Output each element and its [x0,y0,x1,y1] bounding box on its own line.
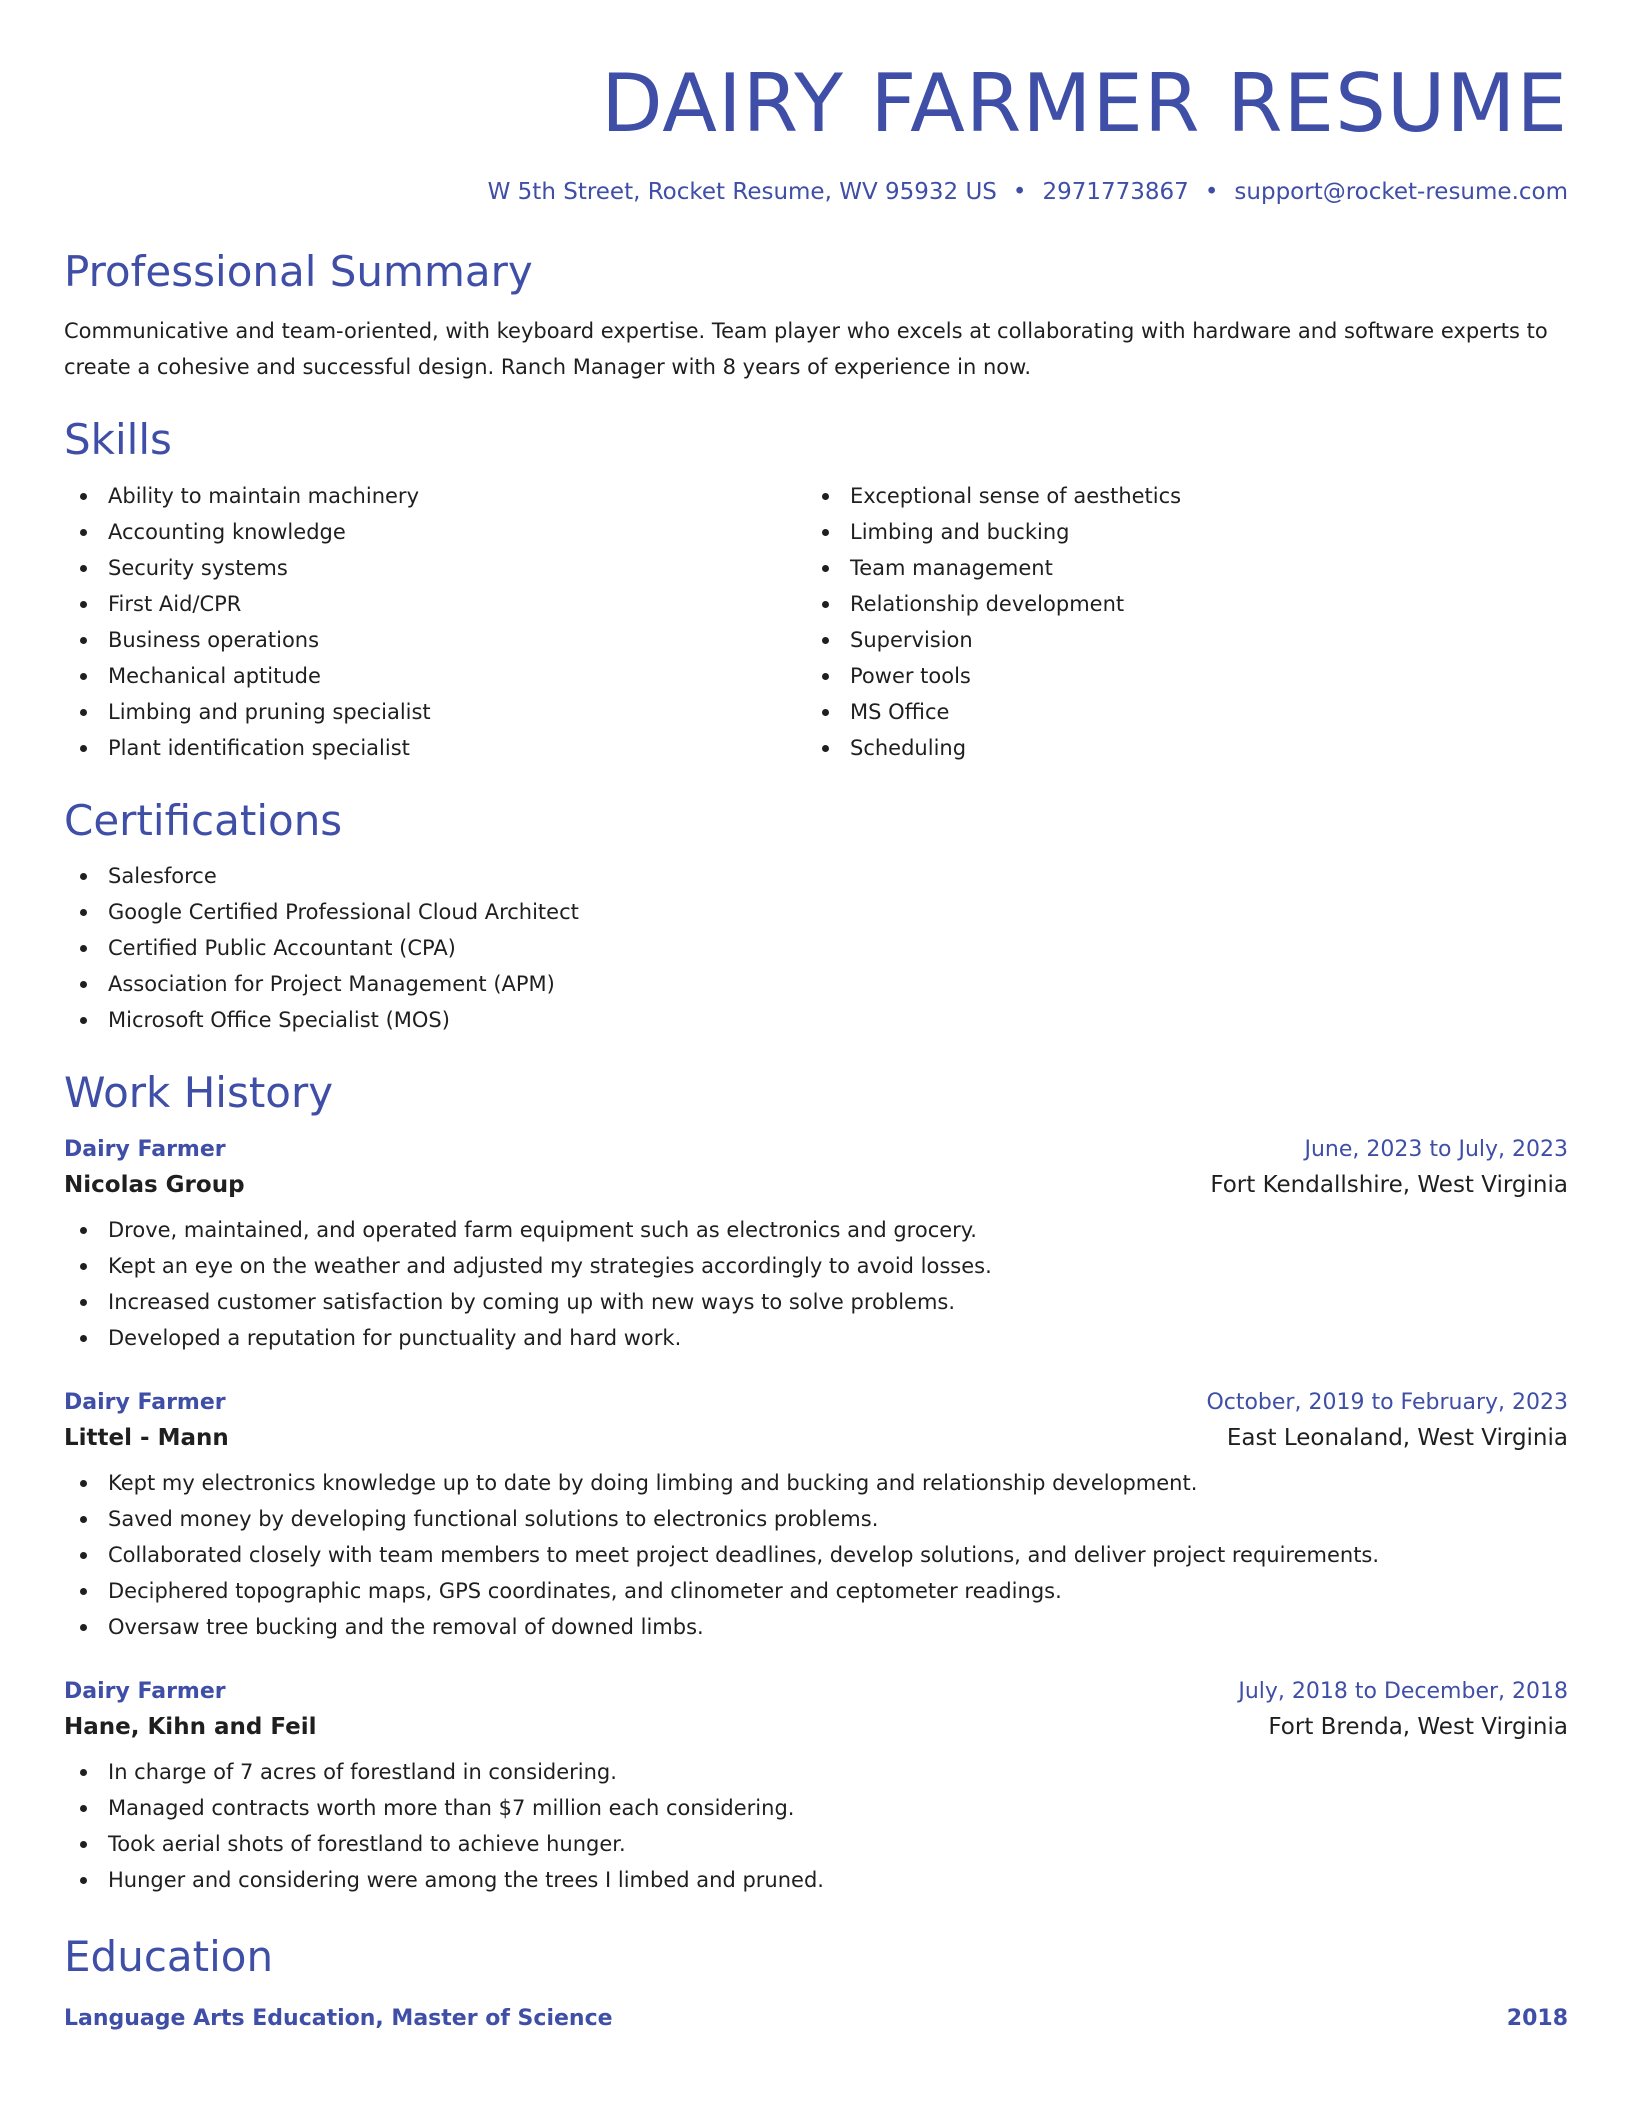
job-bullet: In charge of 7 acres of forestland in considering. [64,1754,1568,1790]
job-title: Dairy Farmer [64,1678,226,1704]
contact-separator: • [1012,179,1027,205]
education-heading: Education [64,1931,274,1981]
skill-item: Limbing and bucking [806,514,1548,550]
skill-item: Security systems [64,550,806,586]
job-entry [64,1390,1568,1645]
skills-columns [64,478,1568,766]
skills-list-right [806,478,1548,766]
certification-item: Certified Public Accountant (CPA) [64,930,1568,966]
certification-item: Salesforce [64,858,1568,894]
job-entry [64,1679,1568,1898]
summary-text: Communicative and team-oriented, with keyboard expertise. Team player who excels at collaborating with hardware and software experts to create a cohesive and successful design. Ranch Manager with 8 years of experience in now. [64,319,1548,380]
job-entry [64,1137,1568,1356]
summary-heading: Professional Summary [64,247,533,296]
job-bullet: Increased customer satisfaction by coming up with new ways to solve problems. [64,1284,1568,1320]
skill-item: MS Office [806,694,1548,730]
education-degree: Language Arts Education, Master of Science [64,2005,613,2031]
certifications-list [64,858,1568,1038]
job-bullets [64,1754,1568,1898]
skill-item: Relationship development [806,586,1548,622]
education-year: 2018 [1506,2005,1568,2031]
job-header-row [64,1137,1568,1162]
job-company-row [64,1172,1568,1198]
job-location: Fort Brenda, West Virginia [1268,1713,1568,1740]
job-bullet: Collaborated closely with team members to meet project deadlines, develop solutions, and deliver project requirements. [64,1537,1568,1573]
contact-phone[interactable]: 2971773867 [1042,179,1189,205]
resume-page [64,0,1568,2031]
skill-item: Business operations [64,622,806,658]
contact-separator: • [1204,179,1219,205]
skill-item: First Aid/CPR [64,586,806,622]
job-bullet: Kept my electronics knowledge up to date by doing limbing and bucking and relationship development. [64,1465,1568,1501]
skill-item: Supervision [806,622,1548,658]
skills-list-left [64,478,806,766]
job-location: East Leonaland, West Virginia [1226,1424,1568,1451]
job-bullets [64,1465,1568,1645]
job-bullet: Oversaw tree bucking and the removal of downed limbs. [64,1609,1568,1645]
job-bullets [64,1212,1568,1356]
job-title: Dairy Farmer [64,1136,226,1162]
job-header-row [64,1390,1568,1415]
skill-item: Exceptional sense of aesthetics [806,478,1548,514]
job-company: Hane, Kihn and Feil [64,1713,317,1740]
job-bullet: Kept an eye on the weather and adjusted my strategies accordingly to avoid losses. [64,1248,1568,1284]
skill-item: Accounting knowledge [64,514,806,550]
certifications-heading: Certifications [64,795,343,845]
skill-item: Mechanical aptitude [64,658,806,694]
job-company: Nicolas Group [64,1171,245,1198]
job-company-row [64,1714,1568,1740]
job-company: Littel - Mann [64,1424,229,1451]
job-bullet: Hunger and considering were among the trees I limbed and pruned. [64,1862,1568,1898]
job-location: Fort Kendallshire, West Virginia [1210,1171,1568,1198]
certification-item: Microsoft Office Specialist (MOS) [64,1002,1568,1038]
job-company-row [64,1425,1568,1451]
job-bullet: Saved money by developing functional solutions to electronics problems. [64,1501,1568,1537]
skill-item: Limbing and pruning specialist [64,694,806,730]
job-title: Dairy Farmer [64,1389,226,1415]
skill-item: Team management [806,550,1548,586]
skill-item: Plant identification specialist [64,730,806,766]
job-bullet: Drove, maintained, and operated farm equipment such as electronics and grocery. [64,1212,1568,1248]
job-bullet: Developed a reputation for punctuality and hard work. [64,1320,1568,1356]
job-dates: June, 2023 to July, 2023 [1304,1136,1568,1162]
job-bullet: Took aerial shots of forestland to achieve hunger. [64,1826,1568,1862]
contact-line [64,179,1568,205]
skills-heading: Skills [64,415,172,465]
skill-item: Ability to maintain machinery [64,478,806,514]
job-dates: October, 2019 to February, 2023 [1206,1389,1568,1415]
work-history-heading: Work History [64,1068,334,1118]
resume-title: DAIRY FARMER RESUME [601,57,1568,150]
job-bullet: Deciphered topographic maps, GPS coordinates, and clinometer and ceptometer readings. [64,1573,1568,1609]
contact-email[interactable]: support@rocket-resume.com [1234,179,1568,205]
job-dates: July, 2018 to December, 2018 [1238,1678,1568,1704]
skill-item: Power tools [806,658,1548,694]
certification-item: Google Certified Professional Cloud Architect [64,894,1568,930]
job-bullet: Managed contracts worth more than $7 million each considering. [64,1790,1568,1826]
skill-item: Scheduling [806,730,1548,766]
education-entry [64,2006,1568,2031]
job-header-row [64,1679,1568,1704]
contact-address: W 5th Street, Rocket Resume, WV 95932 US [487,179,997,205]
certification-item: Association for Project Management (APM) [64,966,1568,1002]
